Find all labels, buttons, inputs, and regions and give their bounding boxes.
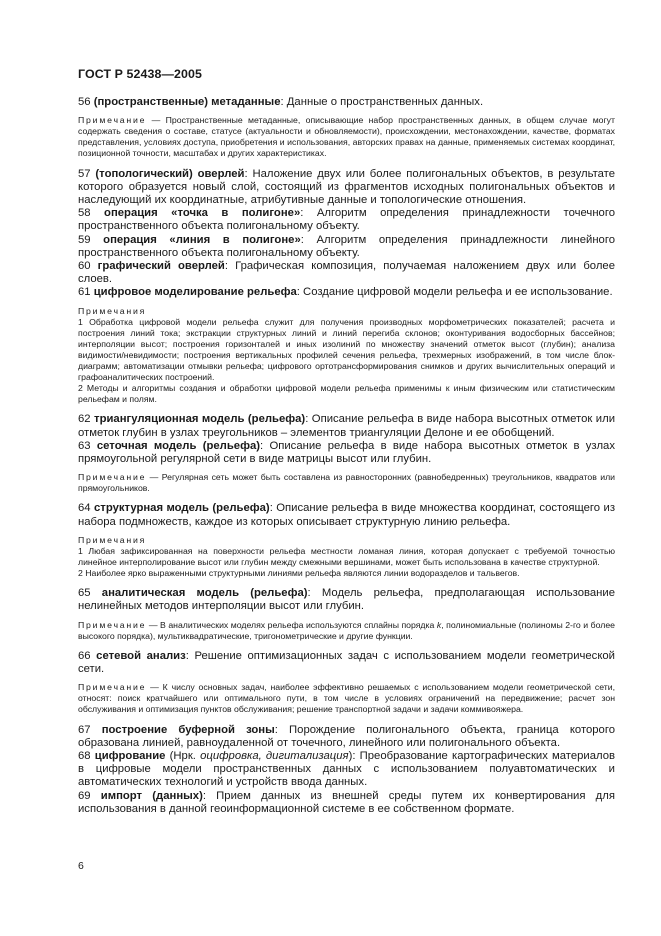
notes-heading: Примечания <box>78 534 147 545</box>
term-definition: : Наложение двух или более полигональных объектов, в результате которого образуется новый слой, состоящий из фрагментов исходных полигональных объектов и наследующий их координатные, атрибутивные данные и топологические отношения. <box>78 167 616 206</box>
term-name: сеточная модель (рельефа) <box>96 439 261 452</box>
note-text: — Регулярная сеть может быть составлена из равносторонних (равнобедренных) треугольников, квадратов или прямоугольников. <box>78 472 615 494</box>
page-number: 6 <box>78 860 84 872</box>
note-label: Примечание <box>78 619 147 630</box>
term-note-63 <box>78 472 615 494</box>
term-entry-63 <box>78 440 615 466</box>
term-number: 65 <box>78 587 91 600</box>
term-number: 66 <box>78 649 91 662</box>
term-number: 59 <box>78 233 91 246</box>
note-text: — К числу основных задач, наиболее эффективно решаемых с использованием модели геометрической сети, относят: поиск кратчайшего или оптимального пути, в том числе в условиях ограничений на передвижение; расчет зон обслуживания и оптимизация пунктов обслуживания; решение транспортной задачи и задачи коммивояжера. <box>78 682 615 715</box>
term-definition: : Порождение полигонального объекта, граница которого образована линией, равноудаленной от точечного, линейного или полигонального объекта. <box>78 723 615 749</box>
term-note-66 <box>78 682 615 715</box>
term-note-65: Примечание — В аналитических моделях рельефа используются сплайны порядка k, полиномиальные (полиномы 2-го и более высокого порядка), мультиквадратические, тригонометрические и другие функции. <box>78 619 615 641</box>
term-definition: : Описание рельефа в виде множества координат, состоящего из набора подмножеств, каждое из которых описывает структурную линию рельефа. <box>78 502 615 528</box>
term-number: 56 <box>78 96 91 108</box>
term-number: 62 <box>78 413 91 426</box>
term-entry-66 <box>78 650 615 676</box>
term-name: операция «линия в полигоне» <box>103 233 301 246</box>
term-entry-65 <box>78 587 615 613</box>
italic-k: k <box>436 619 442 630</box>
term-entry-61 <box>78 286 615 299</box>
term-entry-57 <box>78 168 615 208</box>
term-note-56 <box>78 115 615 159</box>
term-entry-56 <box>78 96 615 109</box>
term-number: 68 <box>78 749 91 762</box>
term-name: (топологический) оверлей <box>95 167 245 180</box>
note-label: Примечание <box>78 115 147 126</box>
notes-heading: Примечания <box>78 305 147 316</box>
term-definition: : Решение оптимизационных задач с использованием модели геометрической сети. <box>78 649 615 676</box>
term-entry-67 <box>78 724 615 750</box>
term-name: (пространственные) метаданные <box>93 96 281 108</box>
term-note-61-1: 1 Обработка цифровой модели рельефа служит для получения производных морфометрических показателей; расчета и построения линий тока; экстракции структурных линий и линий перегиба склонов; оконтуривания водосборных бассейнов; интерполяции высот; построения горизонталей и иных изолиний по множеству значений отметок высот (глубин); анализа видимости/невидимости; построения вертикальных профилей сечения рельефа, трехмерных изображений, в том числе блок-диаграмм; автоматизации отмывки рельефа; цифрового ортотрансформирования снимков и других вычислительных операций и графоаналитических построений. <box>78 316 615 383</box>
term-note-61-2: 2 Методы и алгоритмы создания и обработки цифровой модели рельефа применимы к иным физическим или статистическим рельефам и полям. <box>78 383 615 405</box>
note-text: — Пространственные метаданные, описывающие набор пространственных данных, в общем случае могут содержать сведения о составе, статусе (актуальности и обновляемости), происхождении, местонахождении, качестве, форматах представления, условиях доступа, приобретения и использования, авторских правах на данные, применяемых системах координат, позиционной точности, масштабах и других характеристиках. <box>78 115 615 159</box>
term-note-64-2: 2 Наиболее ярко выраженными структурными линиями рельефа являются линии водоразделов и тальвегов. <box>78 568 520 579</box>
term-entry-60 <box>78 260 615 286</box>
term-definition: : Прием данных из внешней среды путем их конвертирования для использования в данной геоинформационной системе в ее собственном формате. <box>78 789 615 815</box>
term-entry-68: 68 цифрование (Нрк. оцифровка, дигитализация): Преобразование картографических материалов в цифровые модели пространственных данных с использованием полуавтоматических и автоматических технологий и устройств ввода данных. <box>78 749 616 789</box>
document-body <box>78 96 615 816</box>
term-note-64-1: 1 Любая зафиксированная на поверхности рельефа местности ломаная линия, которая допускает с требуемой точностью линейное интерполирование высот или глубин между смежными вершинами, может быть использована в качестве структурной. <box>78 545 615 568</box>
term-number: 58 <box>78 207 91 220</box>
term-number: 57 <box>78 167 91 180</box>
term-definition: : Данные о пространственных данных. <box>280 96 484 108</box>
term-synonyms: оцифровка, дигитализация <box>200 749 349 762</box>
term-name: сетевой анализ <box>96 649 186 662</box>
term-entry-62 <box>78 413 615 439</box>
term-name: аналитическая модель (рельефа) <box>101 587 308 600</box>
term-number: 67 <box>78 723 91 736</box>
term-number: 61 <box>78 286 91 299</box>
document-header: ГОСТ Р 52438—2005 <box>78 67 202 81</box>
term-number: 64 <box>78 502 91 515</box>
term-number: 60 <box>78 260 91 272</box>
term-name: цифрование <box>94 749 166 762</box>
term-definition: : Создание цифровой модели рельефа и ее использование. <box>296 286 613 299</box>
term-name: импорт (данных) <box>100 789 203 802</box>
term-number: 63 <box>78 439 91 452</box>
term-name: цифровое моделирование рельефа <box>93 286 297 299</box>
note-label: Примечание <box>78 472 147 483</box>
term-entry-58 <box>78 207 615 233</box>
term-number: 69 <box>78 789 91 802</box>
term-name: графический оверлей <box>97 260 225 272</box>
term-definition: : Описание рельефа в виде набора высотных отметок или отметок глубин в узлах треугольников – элементов триангуляции Делоне и ее обобщений. <box>78 413 616 439</box>
term-name: структурная модель (рельефа) <box>94 502 270 515</box>
term-name: операция «точка в полигоне» <box>104 207 301 220</box>
term-entry-59 <box>78 234 615 260</box>
term-entry-69 <box>78 790 615 816</box>
term-name: триангуляционная модель (рельефа) <box>94 413 306 426</box>
term-definition: : Алгоритм определения принадлежности линейного пространственного объекта полигональному объекту. <box>78 233 615 259</box>
term-entry-64 <box>78 502 615 528</box>
term-definition: : Описание рельефа в виде набора высотных отметок в узлах прямоугольной регулярной сети в виде матрицы высот или глубин. <box>78 439 615 466</box>
note-label: Примечание <box>78 682 147 693</box>
term-name: построение буферной зоны <box>101 723 275 736</box>
term-definition: : Модель рельефа, предполагающая использование нелинейных методов интерполяции высот или глубин. <box>78 587 616 613</box>
term-definition: : Алгоритм определения принадлежности точечного пространственного объекта полигональному объекту. <box>78 207 615 233</box>
term-definition: : Графическая композиция, получаемая наложением двух или более слоев. <box>78 260 615 286</box>
